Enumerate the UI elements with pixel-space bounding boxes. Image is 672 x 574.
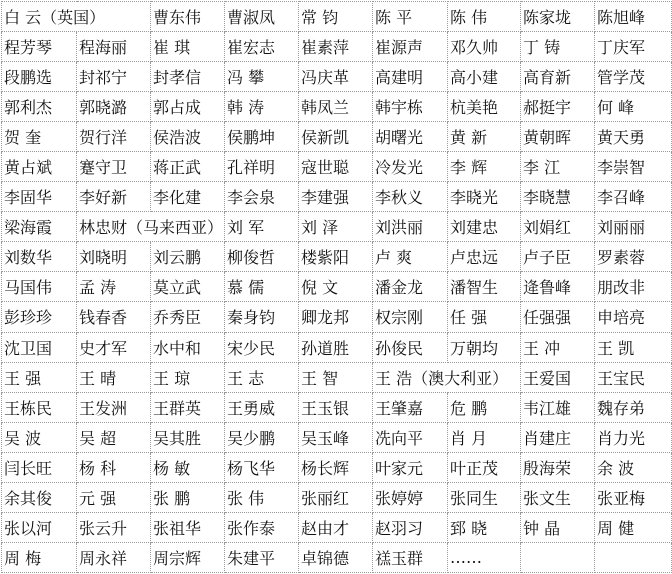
name-cell: 王 智 <box>299 362 373 392</box>
name-cell: 卢 爽 <box>373 242 448 272</box>
table-row <box>2 512 672 542</box>
name-cell: 王爱国 <box>521 362 595 392</box>
table-row <box>2 302 672 332</box>
name-cell: 王 浩（澳大利亚） <box>373 362 521 392</box>
name-cell: 王宝民 <box>595 362 672 392</box>
name-cell: 倪 文 <box>299 272 373 302</box>
name-cell: 李崇智 <box>595 152 672 182</box>
name-cell: 封祁宁 <box>77 62 151 92</box>
name-cell: 蹇守卫 <box>77 152 151 182</box>
name-cell: 李晓光 <box>448 182 521 212</box>
name-cell: 朋改非 <box>595 272 672 302</box>
table-row <box>2 212 672 242</box>
name-cell: 胡曙光 <box>373 122 448 152</box>
name-cell: 崔素萍 <box>299 32 373 62</box>
name-cell: 韩 涛 <box>225 92 299 122</box>
name-cell: 陈家垅 <box>521 2 595 32</box>
name-cell: 白 云（英国） <box>2 2 151 32</box>
table-row <box>2 332 672 362</box>
name-cell: 逄鲁峰 <box>521 272 595 302</box>
name-cell: 侯鹏坤 <box>225 122 299 152</box>
name-cell: 王 琼 <box>151 362 225 392</box>
name-cell: 李固华 <box>2 182 77 212</box>
name-cell: 柳俊哲 <box>225 242 299 272</box>
name-cell: 郭晓潞 <box>77 92 151 122</box>
name-cell: 杨 科 <box>77 452 151 482</box>
name-cell: 钱春香 <box>77 302 151 332</box>
name-cell: 黄天勇 <box>595 122 672 152</box>
name-cell: 张以河 <box>2 512 77 542</box>
table-row <box>2 362 672 392</box>
name-cell: 张作泰 <box>225 512 299 542</box>
name-cell: 宋少民 <box>225 332 299 362</box>
name-cell: 赵由才 <box>299 512 373 542</box>
name-cell: 黄 新 <box>448 122 521 152</box>
name-cell: 李晓慧 <box>521 182 595 212</box>
name-cell: 郝挺宇 <box>521 92 595 122</box>
table-row <box>2 452 672 482</box>
table-row <box>2 122 672 152</box>
empty-cell <box>521 542 595 572</box>
name-cell: 彭珍珍 <box>2 302 77 332</box>
name-cell: 叶家元 <box>373 452 448 482</box>
name-cell: 段鹏选 <box>2 62 77 92</box>
name-cell: 刘数华 <box>2 242 77 272</box>
name-cell: 史才军 <box>77 332 151 362</box>
name-cell: 张云升 <box>77 512 151 542</box>
name-cell: 刘丽丽 <box>595 212 672 242</box>
name-cell: 吴其胜 <box>151 422 225 452</box>
names-table-body <box>2 2 672 573</box>
name-cell: 肖建庄 <box>521 422 595 452</box>
name-cell: 殷海荣 <box>521 452 595 482</box>
name-cell: 元 强 <box>77 482 151 512</box>
name-cell: 陈 平 <box>373 2 448 32</box>
name-cell: 陈旭峰 <box>595 2 672 32</box>
name-cell: 管学茂 <box>595 62 672 92</box>
name-cell: 潘智生 <box>448 272 521 302</box>
name-cell: 卓锦德 <box>299 542 373 572</box>
name-cell: 刘洪丽 <box>373 212 448 242</box>
name-cell: 王发洲 <box>77 392 151 422</box>
table-row <box>2 392 672 422</box>
name-cell: 危 鹏 <box>448 392 521 422</box>
name-cell: 余 波 <box>595 452 672 482</box>
name-cell: 曹淑凤 <box>225 2 299 32</box>
name-cell: 肖力光 <box>595 422 672 452</box>
name-cell: 刘晓明 <box>77 242 151 272</box>
name-cell: 韩宇栋 <box>373 92 448 122</box>
name-cell: 任强强 <box>521 302 595 332</box>
name-cell: 楼紫阳 <box>299 242 373 272</box>
name-cell: 王 强 <box>2 362 77 392</box>
name-cell: 何 峰 <box>595 92 672 122</box>
table-row <box>2 482 672 512</box>
name-cell: 杨 敏 <box>151 452 225 482</box>
table-row <box>2 242 672 272</box>
name-cell: 禚玉群 <box>373 542 448 572</box>
name-cell: 寇世聪 <box>299 152 373 182</box>
name-cell: 孙俊民 <box>373 332 448 362</box>
name-cell: 常 钧 <box>299 2 373 32</box>
name-cell: 王栋民 <box>2 392 77 422</box>
name-cell: 赵羽习 <box>373 512 448 542</box>
table-row <box>2 272 672 302</box>
name-cell: 杨飞华 <box>225 452 299 482</box>
name-cell: 侯新凯 <box>299 122 373 152</box>
name-cell: 王 冲 <box>521 332 595 362</box>
name-cell: 朱建平 <box>225 542 299 572</box>
name-cell: 韩凤兰 <box>299 92 373 122</box>
name-cell: 曹东伟 <box>151 2 225 32</box>
name-cell: 杭美艳 <box>448 92 521 122</box>
name-cell: 孟 涛 <box>77 272 151 302</box>
name-cell: 王 凯 <box>595 332 672 362</box>
name-cell: 魏存弟 <box>595 392 672 422</box>
name-cell: 程芳琴 <box>2 32 77 62</box>
table-row <box>2 152 672 182</box>
name-cell: 郅 晓 <box>448 512 521 542</box>
table-row <box>2 182 672 212</box>
name-cell: 崔源声 <box>373 32 448 62</box>
name-cell: 杨长辉 <box>299 452 373 482</box>
name-cell: 王肇嘉 <box>373 392 448 422</box>
name-cell: 刘 军 <box>225 212 299 242</box>
name-cell: 贺行洋 <box>77 122 151 152</box>
name-cell: 贺 奎 <box>2 122 77 152</box>
name-cell: 丁庆军 <box>595 32 672 62</box>
name-cell: 冷发光 <box>373 152 448 182</box>
name-cell: 肖 月 <box>448 422 521 452</box>
name-cell: 周宗辉 <box>151 542 225 572</box>
name-cell: 李 辉 <box>448 152 521 182</box>
name-cell: 邓久帅 <box>448 32 521 62</box>
name-cell: 张文生 <box>521 482 595 512</box>
name-cell: 权宗刚 <box>373 302 448 332</box>
name-cell: 秦身钧 <box>225 302 299 332</box>
name-cell: 申培亮 <box>595 302 672 332</box>
name-cell: 李建强 <box>299 182 373 212</box>
name-cell: 张丽红 <box>299 482 373 512</box>
name-cell: 万朝均 <box>448 332 521 362</box>
name-cell: 郭利杰 <box>2 92 77 122</box>
table-row <box>2 62 672 92</box>
name-cell: 王勇威 <box>225 392 299 422</box>
table-row <box>2 32 672 62</box>
name-cell: 李召峰 <box>595 182 672 212</box>
name-cell: 冯庆革 <box>299 62 373 92</box>
name-cell: 沈卫国 <box>2 332 77 362</box>
name-cell: 王 志 <box>225 362 299 392</box>
table-row <box>2 422 672 452</box>
name-cell: 周 健 <box>595 512 672 542</box>
name-cell: 周永祥 <box>77 542 151 572</box>
name-cell: 张亚梅 <box>595 482 672 512</box>
name-cell: 封孝信 <box>151 62 225 92</box>
name-cell: 潘金龙 <box>373 272 448 302</box>
name-cell: 丁 铸 <box>521 32 595 62</box>
name-cell: 卿龙邦 <box>299 302 373 332</box>
name-cell: 李好新 <box>77 182 151 212</box>
name-cell: 卢忠远 <box>448 242 521 272</box>
empty-cell <box>595 542 672 572</box>
name-cell: 张婷婷 <box>373 482 448 512</box>
table-row <box>2 542 672 572</box>
name-cell: 吴玉峰 <box>299 422 373 452</box>
name-cell: 闫长旺 <box>2 452 77 482</box>
name-cell: 崔宏志 <box>225 32 299 62</box>
name-cell: 黄朝晖 <box>521 122 595 152</box>
name-cell: 罗素蓉 <box>595 242 672 272</box>
table-row <box>2 92 672 122</box>
name-cell: 吴 超 <box>77 422 151 452</box>
name-cell: 李秋义 <box>373 182 448 212</box>
name-cell: 李 江 <box>521 152 595 182</box>
name-cell: 刘建忠 <box>448 212 521 242</box>
name-cell: 韦江雄 <box>521 392 595 422</box>
name-cell: 蒋正武 <box>151 152 225 182</box>
names-table <box>1 1 672 573</box>
name-cell: 郭占成 <box>151 92 225 122</box>
name-cell: 梁海霞 <box>2 212 77 242</box>
name-cell: 高育新 <box>521 62 595 92</box>
name-cell: 孔祥明 <box>225 152 299 182</box>
name-cell: 王群英 <box>151 392 225 422</box>
name-cell: 冼向平 <box>373 422 448 452</box>
name-cell: 李会泉 <box>225 182 299 212</box>
name-cell: 卢子臣 <box>521 242 595 272</box>
name-cell: 黄占斌 <box>2 152 77 182</box>
name-cell: 刘云鹏 <box>151 242 225 272</box>
name-cell: 张同生 <box>448 482 521 512</box>
name-cell: 慕 儒 <box>225 272 299 302</box>
name-cell: 莫立武 <box>151 272 225 302</box>
name-cell: 任 强 <box>448 302 521 332</box>
name-cell: 刘娟红 <box>521 212 595 242</box>
name-cell: 张 伟 <box>225 482 299 512</box>
name-cell: 李化建 <box>151 182 225 212</box>
name-cell: 高建明 <box>373 62 448 92</box>
name-cell: 侯浩波 <box>151 122 225 152</box>
name-cell: 吴少鹏 <box>225 422 299 452</box>
name-cell: …… <box>448 542 521 572</box>
name-cell: 林忠财（马来西亚） <box>77 212 225 242</box>
name-cell: 崔 琪 <box>151 32 225 62</box>
table-row <box>2 2 672 32</box>
name-cell: 乔秀臣 <box>151 302 225 332</box>
name-cell: 水中和 <box>151 332 225 362</box>
name-cell: 张祖华 <box>151 512 225 542</box>
name-cell: 王玉银 <box>299 392 373 422</box>
name-cell: 周 梅 <box>2 542 77 572</box>
name-cell: 张 鹏 <box>151 482 225 512</box>
name-cell: 钟 晶 <box>521 512 595 542</box>
name-cell: 程海丽 <box>77 32 151 62</box>
name-cell: 叶正茂 <box>448 452 521 482</box>
name-cell: 吴 波 <box>2 422 77 452</box>
name-cell: 马国伟 <box>2 272 77 302</box>
name-cell: 王 晴 <box>77 362 151 392</box>
name-cell: 孙道胜 <box>299 332 373 362</box>
name-cell: 高小建 <box>448 62 521 92</box>
name-cell: 陈 伟 <box>448 2 521 32</box>
name-cell: 刘 泽 <box>299 212 373 242</box>
name-cell: 余其俊 <box>2 482 77 512</box>
name-cell: 冯 攀 <box>225 62 299 92</box>
